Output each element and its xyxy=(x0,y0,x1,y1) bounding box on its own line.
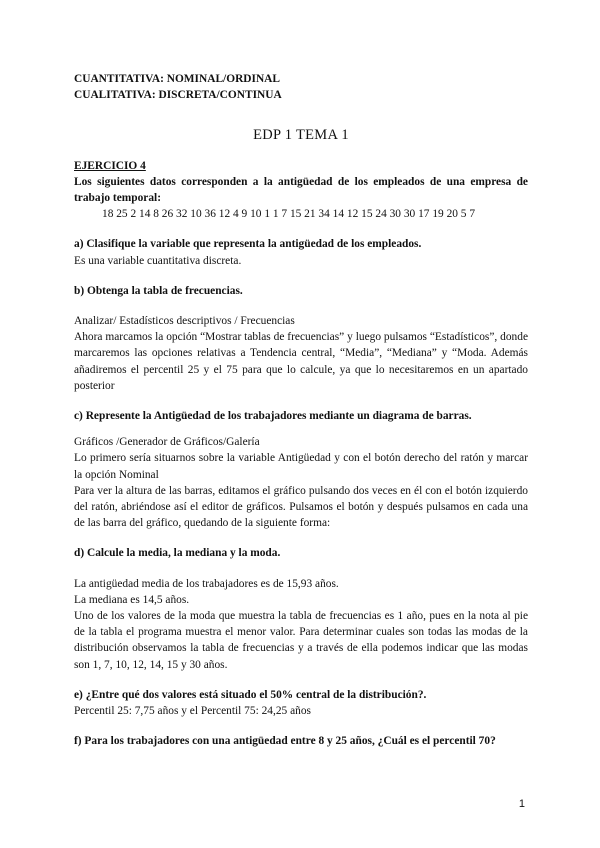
question-f: f) Para los trabajadores con una antigüedad entre 8 y 25 años, ¿Cuál es el percentil 70? xyxy=(74,735,496,748)
answer-a: Es una variable cuantitativa discreta. xyxy=(74,254,242,267)
question-c: c) Represente la Antigüedad de los trabajadores mediante un diagrama de barras. xyxy=(74,410,472,423)
page-number: 1 xyxy=(518,798,525,810)
question-e: e) ¿Entre qué dos valores está situado el 50% central de la distribución?. xyxy=(74,688,427,701)
answer-d-mean: La antigüedad media de los trabajadores es de 15,93 años. xyxy=(74,577,339,590)
answer-c-1: Lo primero sería situarnos sobre la variable Antigüedad y con el botón derecho del ratón y marcar la opción Nominal xyxy=(74,452,528,481)
exercise-data-values: 18 25 2 14 8 26 32 10 36 12 4 9 10 1 1 7 15 21 34 14 12 15 24 30 30 17 19 20 5 7 xyxy=(102,208,476,221)
question-b: b) Obtenga la tabla de frecuencias. xyxy=(74,284,243,297)
question-a: a) Clasifique la variable que representa la antigüedad de los empleados. xyxy=(74,238,422,251)
exercise-heading: EJERCICIO 4 xyxy=(74,159,146,172)
answer-d-mode: Uno de los valores de la moda que muestra la tabla de frecuencias es 1 año, pues en la nota al pie de la tabla el programa muestra el menor valor. Para determinar cuales son todas las modas de la distribución observamos la tabla de frecuencias y a través de ella podemos indicar que las modas son 1, 7, 10, 12, 14, 15 y 30 años. xyxy=(74,610,528,671)
exercise-statement: Los siguientes datos corresponden a la antigüedad de los empleados de una empresa de trabajo temporal: xyxy=(74,175,528,205)
answer-e: Percentil 25: 7,75 años y el Percentil 75: 24,25 años xyxy=(74,705,311,718)
document-page xyxy=(74,71,528,750)
answer-c-2: Para ver la altura de las barras, editamos el gráfico pulsando dos veces en él con el botón izquierdo del ratón, abriéndose así el editor de gráficos. Pulsamos el botón y después pulsamos en cada una de las barra del gráfico, quedando de la siguiente forma: xyxy=(74,484,528,530)
header-line-1: CUANTITATIVA: NOMINAL/ORDINAL xyxy=(74,73,280,85)
answer-d-median: La mediana es 14,5 años. xyxy=(74,593,190,606)
path-b: Analizar/ Estadísticos descriptivos / Frecuencias xyxy=(74,315,295,328)
question-d: d) Calcule la media, la mediana y la moda. xyxy=(74,547,281,560)
path-c: Gráficos /Generador de Gráficos/Galería xyxy=(74,436,260,449)
answer-b: Ahora marcamos la opción “Mostrar tablas de frecuencias” y luego pulsamos “Estadísticos”, donde marcaremos las opciones relativas a Tendencia central, “Media”, “Mediana” y “Moda. Además añadiremos el percentil 25 y el 75 para que lo calcule, ya que lo necesitaremos en un apartado posterior xyxy=(74,331,528,392)
header-line-2: CUALITATIVA: DISCRETA/CONTINUA xyxy=(74,89,282,102)
page-title: EDP 1 TEMA 1 xyxy=(253,127,349,144)
